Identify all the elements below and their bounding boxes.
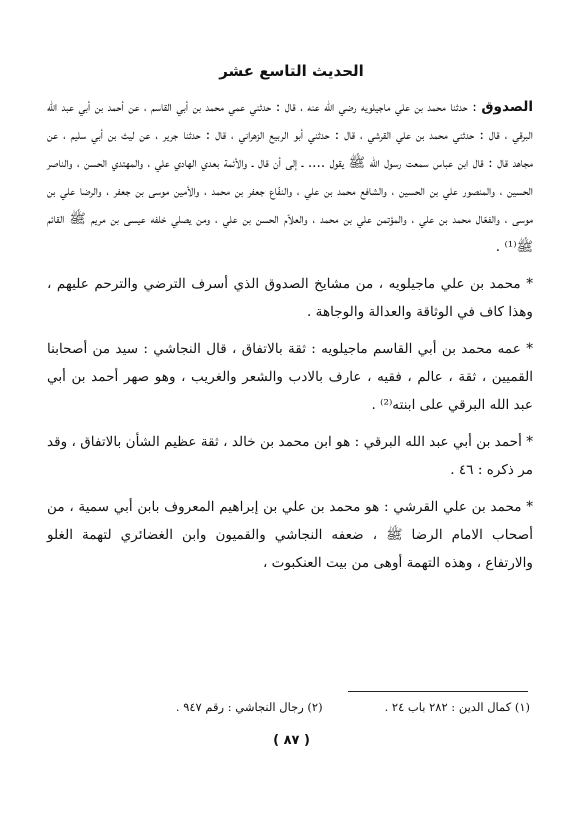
paragraph-lead: الصدوق [481, 99, 533, 115]
paragraph [47, 270, 533, 326]
main-text [47, 93, 533, 577]
paragraph-text: * أحمد بن أبي عبد الله البرقي : هو ابن محمد بن خالد ، ثقة عظيم الشأن بالاتفاق ، وقد مر ذكره : ٤٦ . [47, 434, 533, 478]
footnote: (٢) رجال النجاشي : رقم ٩٤٧ . [175, 700, 323, 714]
page-title: الحديث التاسع عشر [219, 62, 364, 80]
paragraph-text: : حدثنا محمد بن علي ماجيلويه رضي الله عنه ، قال : حدثني عمي محمد بن أبي القاسم ، عن أحمد بن أبي عبد الله البرقي ، قال : حدثني محمد بن علي القرشي ، قال : حدثني أبو الربيع الزهراني ، قال : حدثنا جرير ، عن ليث بن أبي سليم ، عن مجاهد قال : قال ابن عباس سمعت رسول الله ﷺ يقول .... ـ إلى أن قال ـ والأئمة بعدي الهادي علي ، والمهتدي الحسن ، والناصر الحسين ، والمنصور علي بن الحسين ، والشافع محمد بن علي ، والنفّاع جعفر بن محمد ، والأمين موسى بن جعفر ، والرضا علي بن موسى ، والفعّال محمد بن علي ، والمؤتمن علي بن محمد ، والعلاّم الحسن بن علي ، ومن يصلي خلفه عيسى بن مريم ﷺ القائم ﷺ⁽¹⁾ . [47, 99, 533, 255]
page-number: ( ٨٧ ) [273, 733, 310, 748]
paragraph [47, 428, 533, 484]
paragraph-text: * عمه محمد بن أبي القاسم ماجيلويه : ثقة بالاتفاق ، قال النجاشي : سيد من أصحابنا القميين ، ثقة ، عالم ، فقيه ، عارف بالادب والشعر والغريب ، وهو صهر أحمد بن أبي عبد الله البرقي على ابنته⁽²⁾ . [47, 341, 533, 413]
paragraph [47, 493, 533, 577]
footnote-divider [348, 691, 528, 692]
paragraph-text: * محمد بن علي ماجيلويه ، من مشايخ الصدوق الذي أسرف الترضي والترحم عليهم ، وهذا كاف في الوثاقة والعدالة والوجاهة . [47, 276, 533, 320]
footnotes [120, 700, 530, 714]
footnote: (١) كمال الدين : ٢٨٢ باب ٢٤ . [384, 700, 530, 714]
paragraph [47, 93, 533, 261]
paragraph [47, 335, 533, 419]
paragraph-text: * محمد بن علي القرشي : هو محمد بن علي بن إبراهيم المعروف بابن أبي سمية ، من أصحاب الامام الرضا ﷺ ، ضعفه النجاشي والقميون وابن الغضائري لتهمة الغلو والارتفاع ، وهذه التهمة أوهى من بيت العنكبوت ، [47, 499, 533, 571]
